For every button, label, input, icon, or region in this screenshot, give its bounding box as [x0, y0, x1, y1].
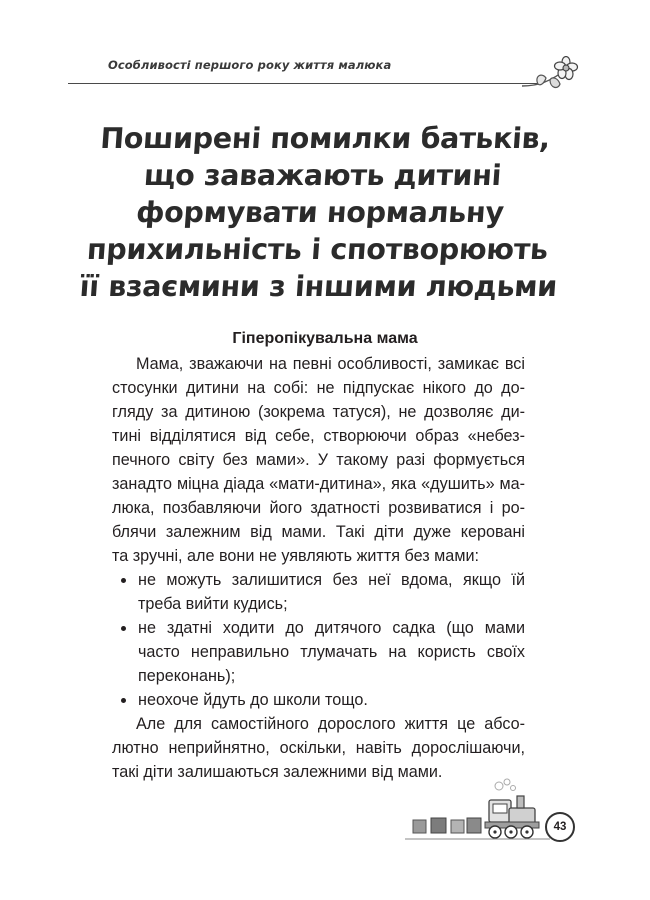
title-line: формувати нормальну	[135, 196, 505, 229]
text-line: печного світу без мами». У такому разі формується	[112, 451, 525, 469]
title-line: її взаємини з іншими людьми	[78, 270, 559, 303]
text-line: гляду за дитиною (зокрема татуся), не дозволяє ди-	[112, 403, 525, 421]
text-line: Мама, зважаючи на певні особливості, замикає всі	[136, 355, 525, 373]
title-line: Поширені помилки батьків,	[99, 122, 552, 155]
title-line: що заважають дитині	[142, 159, 503, 192]
text-line: та зручні, але вони не уявляють життя без мами:	[112, 547, 479, 565]
flower-icon	[520, 56, 580, 100]
text-line: лютно неприйнятно, оскільки, навіть дорослішаючи,	[112, 739, 525, 757]
text-line: люка, позбавляючи його здатності розвиватися і ро-	[112, 499, 525, 517]
bullet-dot	[121, 698, 126, 703]
text-line: тині відділятися від себе, створюючи образ «небез-	[112, 427, 525, 445]
title-line: прихильність і спотворюють	[85, 233, 549, 266]
page-number: 43	[545, 812, 575, 842]
body-text	[112, 352, 525, 784]
text-line: Але для самостійного дорослого життя це абсо-	[136, 715, 525, 733]
text-line: занадто міцна діада «мати-дитина», яка «душить» ма-	[112, 475, 525, 493]
toy-train-icon	[405, 778, 550, 844]
bullet-text: не можуть залишитися без неї вдома, якщо їй	[138, 571, 525, 589]
bullet-continuation: часто неправильно тлумачать на користь своїх	[138, 643, 525, 661]
running-title: Особливості першого року життя малюка	[108, 58, 392, 72]
bullet-dot	[121, 626, 126, 631]
bullet-item	[112, 616, 525, 640]
bullet-text: не здатні ходити до дитячого садка (що мами	[138, 619, 525, 637]
chapter-title	[79, 120, 562, 305]
bullet-text: неохоче йдуть до школи тощо.	[138, 691, 368, 709]
bullet-continuation: треба вийти кудись;	[138, 595, 288, 613]
bullet-item	[112, 688, 525, 712]
text-line: блячи залежним від мами. Такі діти дуже керовані	[112, 523, 525, 541]
section-heading: Гіперопікувальна мама	[232, 330, 418, 347]
bullet-item	[112, 568, 525, 592]
bullet-continuation: переконань);	[138, 667, 236, 685]
text-line: стосунки дитини на собі: не підпускає нікого до до-	[112, 379, 525, 397]
bullet-dot	[121, 578, 126, 583]
text-line: такі діти залишаються залежними від мами.	[112, 763, 443, 781]
header-rule	[68, 83, 538, 84]
